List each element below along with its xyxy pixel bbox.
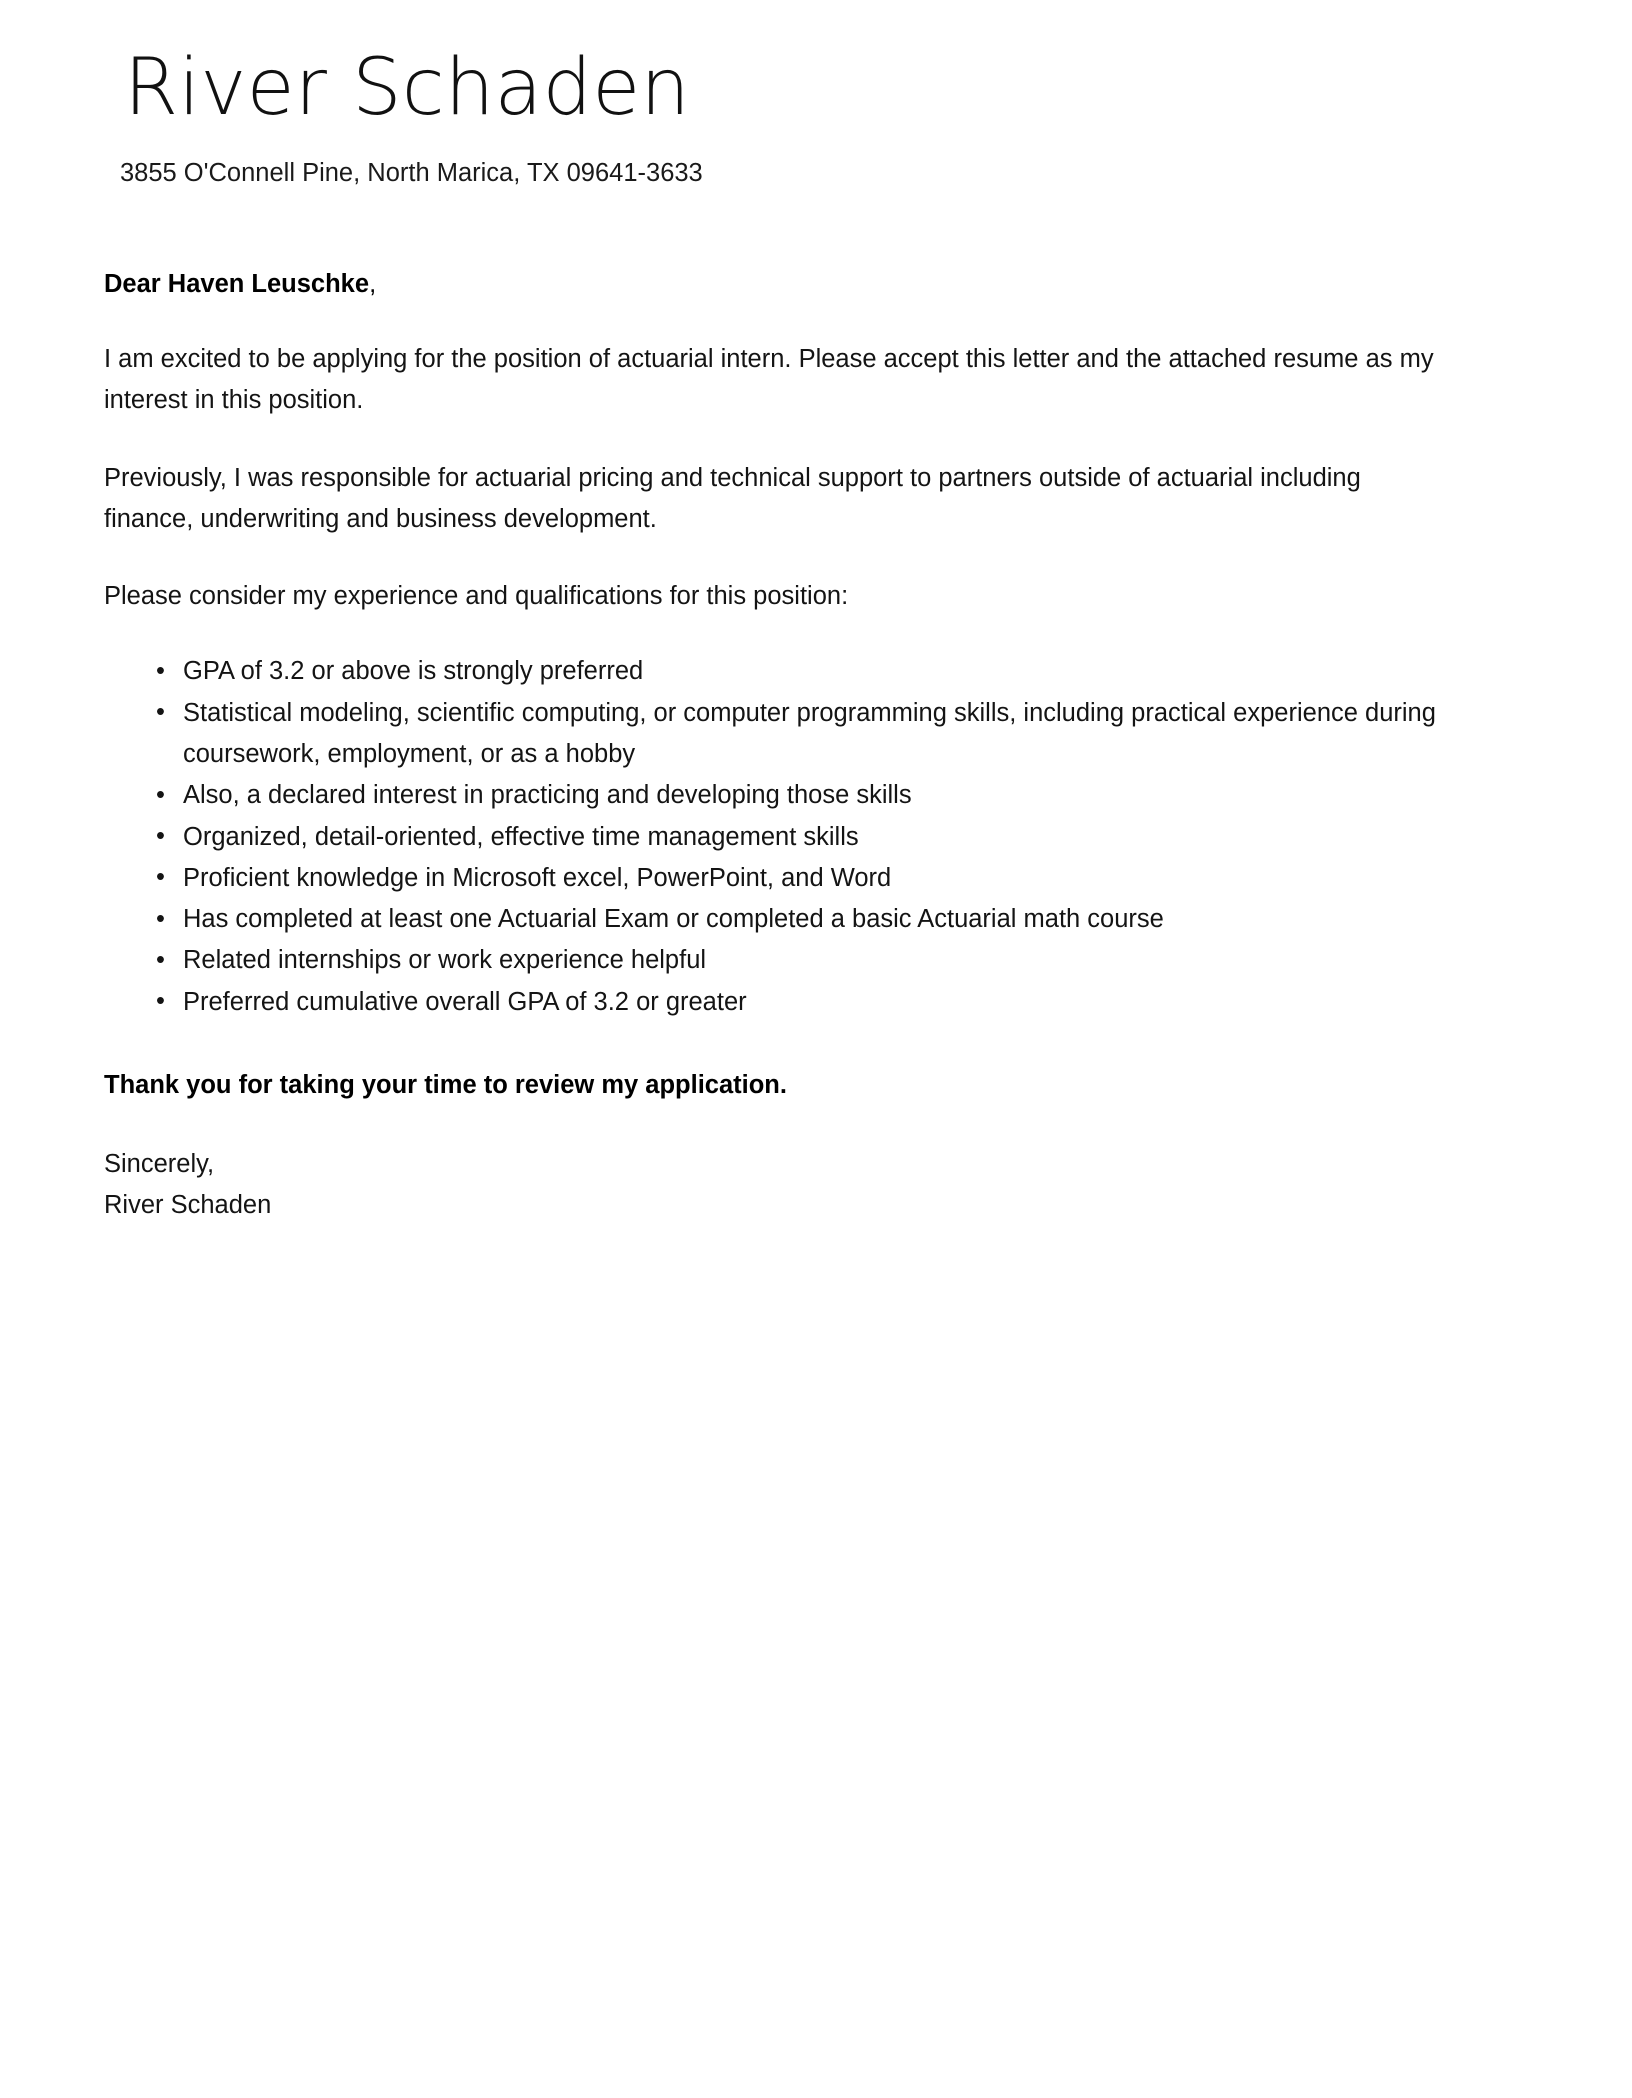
applicant-name: River Schaden bbox=[124, 43, 691, 133]
applicant-address: 3855 O'Connell Pine, North Marica, TX 09641-3633 bbox=[120, 159, 703, 188]
body-paragraph-1: I am excited to be applying for the position of actuarial intern. Please accept this letter and the attached resume as my interest in this position. bbox=[104, 344, 1434, 415]
list-item: • Statistical modeling, scientific computing, or computer programming skills, including practical experience during coursework, employment, or as a hobby bbox=[156, 693, 1456, 776]
list-item: • Organized, detail-oriented, effective time management skills bbox=[156, 817, 1456, 858]
salutation bbox=[104, 253, 1456, 303]
letter-header bbox=[0, 0, 1632, 191]
signature-block bbox=[104, 1144, 1456, 1227]
closing-salutation: Sincerely, bbox=[104, 1149, 215, 1178]
list-item: • Also, a declared interest in practicing and developing those skills bbox=[156, 775, 1456, 816]
body-paragraph-3: Please consider my experience and qualifications for this position: bbox=[104, 582, 849, 611]
salutation-punctuation: , bbox=[369, 269, 377, 298]
list-item: • Has completed at least one Actuarial Exam or completed a basic Actuarial math course bbox=[156, 899, 1456, 940]
list-item: • GPA of 3.2 or above is strongly preferred bbox=[156, 651, 1456, 692]
list-item: • Proficient knowledge in Microsoft excel, PowerPoint, and Word bbox=[156, 858, 1456, 899]
closing-thanks: Thank you for taking your time to review my application. bbox=[104, 1071, 787, 1100]
list-item: • Related internships or work experience helpful bbox=[156, 940, 1456, 981]
signature-name: River Schaden bbox=[104, 1191, 272, 1220]
salutation-recipient: Dear Haven Leuschke bbox=[104, 269, 370, 298]
letter-body bbox=[0, 253, 1632, 1227]
list-item: • Preferred cumulative overall GPA of 3.2 or greater bbox=[156, 982, 1456, 1023]
body-paragraph-2: Previously, I was responsible for actuarial pricing and technical support to partners outside of actuarial including finance, underwriting and business development. bbox=[104, 463, 1361, 533]
qualifications-list bbox=[104, 651, 1456, 1023]
